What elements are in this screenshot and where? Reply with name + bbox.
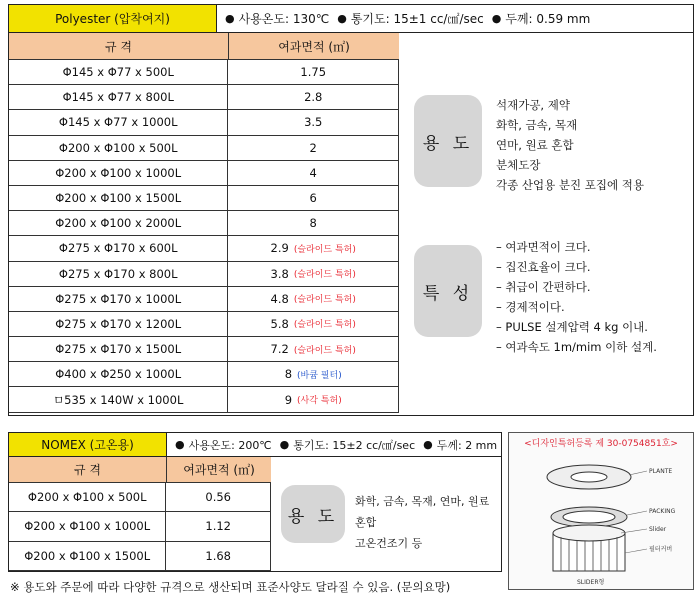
area-cell [228, 161, 398, 185]
area-value: 3.8 [270, 266, 289, 281]
table-row [9, 362, 398, 387]
area-cell [228, 337, 398, 361]
spec-cell: Φ200 x Φ100 x 500L [9, 136, 228, 160]
use-line: 분체도장 [496, 158, 541, 172]
use-line: 화학, 금속, 목재 [496, 118, 578, 132]
area-cell [228, 262, 398, 286]
bullet-dot: ● [279, 438, 290, 451]
use-line: 화학, 금속, 목재, 연마, 원료 혼합 [355, 495, 490, 529]
table-row [9, 60, 398, 85]
area-note: (사각 특허) [297, 396, 342, 407]
area-note: (바큠 필터) [297, 370, 342, 381]
col-spec-header: 규 격 [9, 33, 229, 59]
polyester-section [8, 4, 694, 416]
polyester-use-text [496, 95, 644, 195]
nomex-tag: NOMEX (고온용) [9, 433, 167, 456]
area-cell [228, 287, 398, 311]
bullet-dot: ● [175, 438, 185, 451]
bullet-dot: ● [225, 12, 235, 25]
feature-line: – 경제적이다. [496, 300, 565, 314]
feature-line: – 집진효율이 크다. [496, 260, 591, 274]
design-patent-caption: <디자인특허등록 제 30-0754851호> [524, 439, 678, 449]
area-cell [228, 60, 398, 84]
area-cell [228, 110, 398, 134]
area-note: (슬라이드 특허) [293, 345, 356, 356]
area-value: 2 [309, 140, 317, 155]
area-value: 1.75 [300, 65, 327, 80]
nomex-section [8, 432, 502, 572]
feature-line: – 취급이 간편하다. [496, 280, 591, 294]
col-spec-header: 규 격 [9, 457, 167, 482]
bullet-dot: ● [337, 12, 347, 25]
table-row [9, 262, 398, 287]
area-note: (슬라이드 특허) [293, 295, 356, 306]
bullet-dot: ● [491, 12, 502, 25]
label-slider-type: SLIDER형 [577, 579, 605, 586]
table-row [9, 110, 398, 135]
use-line: 연마, 원료 혼합 [496, 138, 574, 152]
feature-line: – 여과속도 1m/mim 이하 설계. [496, 340, 657, 354]
design-patent-box [508, 432, 694, 590]
area-value: 6 [309, 191, 317, 206]
feature-line: – PULSE 설계압력 4 kg 이내. [496, 320, 648, 334]
table-row [9, 337, 398, 362]
table-row [9, 236, 398, 261]
spec-cell: Φ200 x Φ100 x 1000L [9, 161, 228, 185]
spec-cell: Φ145 x Φ77 x 500L [9, 60, 228, 84]
use-line: 각종 산업용 분진 포집에 적용 [496, 178, 644, 192]
area-value: 1.12 [205, 519, 231, 534]
slider-filter-illustration [509, 449, 693, 589]
table-row [9, 161, 398, 186]
area-cell [228, 387, 398, 411]
area-value: 8 [309, 216, 317, 231]
label-plante: PLANTE [649, 468, 673, 475]
use-line: 석재가공, 제약 [496, 98, 570, 112]
area-value: 2.9 [270, 241, 289, 256]
spec-cell: Φ200 x Φ100 x 1500L [9, 542, 166, 570]
area-cell [166, 512, 270, 540]
area-cell [228, 136, 398, 160]
spec-cell: ㅁ535 x 140W x 1000L [9, 387, 228, 411]
table-row [9, 542, 270, 571]
area-cell [228, 312, 398, 336]
feature-line: – 여과면적이 크다. [496, 240, 591, 254]
nomex-specs [167, 437, 497, 453]
table-row [9, 211, 398, 236]
polyester-thickness: 두께: 0.59 mm [505, 12, 591, 26]
polyester-header [9, 5, 693, 33]
area-cell [166, 542, 270, 570]
label-slider: Slider [649, 526, 667, 533]
area-cell [166, 483, 270, 511]
spec-cell: Φ275 x Φ170 x 1000L [9, 287, 228, 311]
table-row [9, 483, 270, 512]
table-row [9, 136, 398, 161]
table-row [9, 85, 398, 110]
polyester-temp: 사용온도: 130℃ [238, 12, 330, 26]
area-value: 8 [284, 367, 293, 382]
spec-cell: Φ275 x Φ170 x 1500L [9, 337, 228, 361]
polyester-specs [217, 10, 590, 27]
area-note: (슬라이드 특허) [293, 320, 356, 331]
table-row [9, 287, 398, 312]
spec-cell: Φ200 x Φ100 x 2000L [9, 211, 228, 235]
area-value: 3.5 [304, 115, 323, 130]
table-row [9, 387, 398, 412]
table-row [9, 312, 398, 337]
spec-cell: Φ275 x Φ170 x 1200L [9, 312, 228, 336]
area-value: 9 [284, 392, 293, 407]
nomex-table-header [9, 457, 271, 483]
area-cell [228, 85, 398, 109]
area-value: 7.2 [270, 342, 289, 357]
polyester-use-pill: 용 도 [414, 95, 482, 187]
nomex-table [9, 483, 271, 571]
spec-cell: Φ400 x Φ250 x 1000L [9, 362, 228, 386]
use-line: 고온건조기 등 [355, 537, 423, 550]
area-value: 4.8 [270, 291, 289, 306]
bullet-dot: ● [423, 438, 433, 451]
polyester-feature-text [496, 237, 657, 357]
spec-cell: Φ275 x Φ170 x 600L [9, 236, 228, 260]
footer-note: ※ 용도와 주문에 따라 다양한 규격으로 생산되며 표준사양도 달라질 수 있음. (문의요망) [10, 580, 451, 594]
area-note: (슬라이드 특허) [293, 270, 356, 281]
polyester-table-header [9, 33, 399, 60]
spec-cell: Φ145 x Φ77 x 800L [9, 85, 228, 109]
table-row [9, 186, 398, 211]
label-packing: PACKING [649, 508, 676, 515]
polyester-feature-pill: 특 성 [414, 245, 482, 337]
area-value: 5.8 [270, 316, 289, 331]
area-cell [228, 362, 398, 386]
polyester-tag: Polyester (압착여지) [9, 5, 217, 32]
nomex-header [9, 433, 501, 457]
area-value: 4 [309, 165, 317, 180]
nomex-thickness: 두께: 2 mm [436, 438, 498, 452]
spec-cell: Φ275 x Φ170 x 800L [9, 262, 228, 286]
area-cell [228, 236, 398, 260]
polyester-flow: 통기도: 15±1 cc/㎠/sec [350, 12, 484, 26]
nomex-use-pill: 용 도 [281, 485, 345, 543]
nomex-temp: 사용온도: 200℃ [188, 438, 272, 452]
area-value: 2.8 [304, 90, 323, 105]
spec-cell: Φ145 x Φ77 x 1000L [9, 110, 228, 134]
spec-cell: Φ200 x Φ100 x 1000L [9, 512, 166, 540]
polyester-table [9, 60, 399, 413]
nomex-flow: 통기도: 15±2 cc/㎠/sec [293, 438, 416, 452]
area-value: 1.68 [205, 548, 231, 563]
spec-cell: Φ200 x Φ100 x 500L [9, 483, 166, 511]
area-note: (슬라이드 특허) [293, 244, 356, 255]
label-filter-cover: 필터커버 [649, 546, 673, 553]
col-area-header: 여과면적 (㎡) [278, 39, 350, 54]
nomex-use-text [355, 491, 501, 554]
table-row [9, 512, 270, 541]
area-cell [228, 186, 398, 210]
spec-cell: Φ200 x Φ100 x 1500L [9, 186, 228, 210]
area-value: 0.56 [205, 490, 231, 505]
area-cell [228, 211, 398, 235]
col-area-header: 여과면적 (㎡) [183, 463, 255, 477]
